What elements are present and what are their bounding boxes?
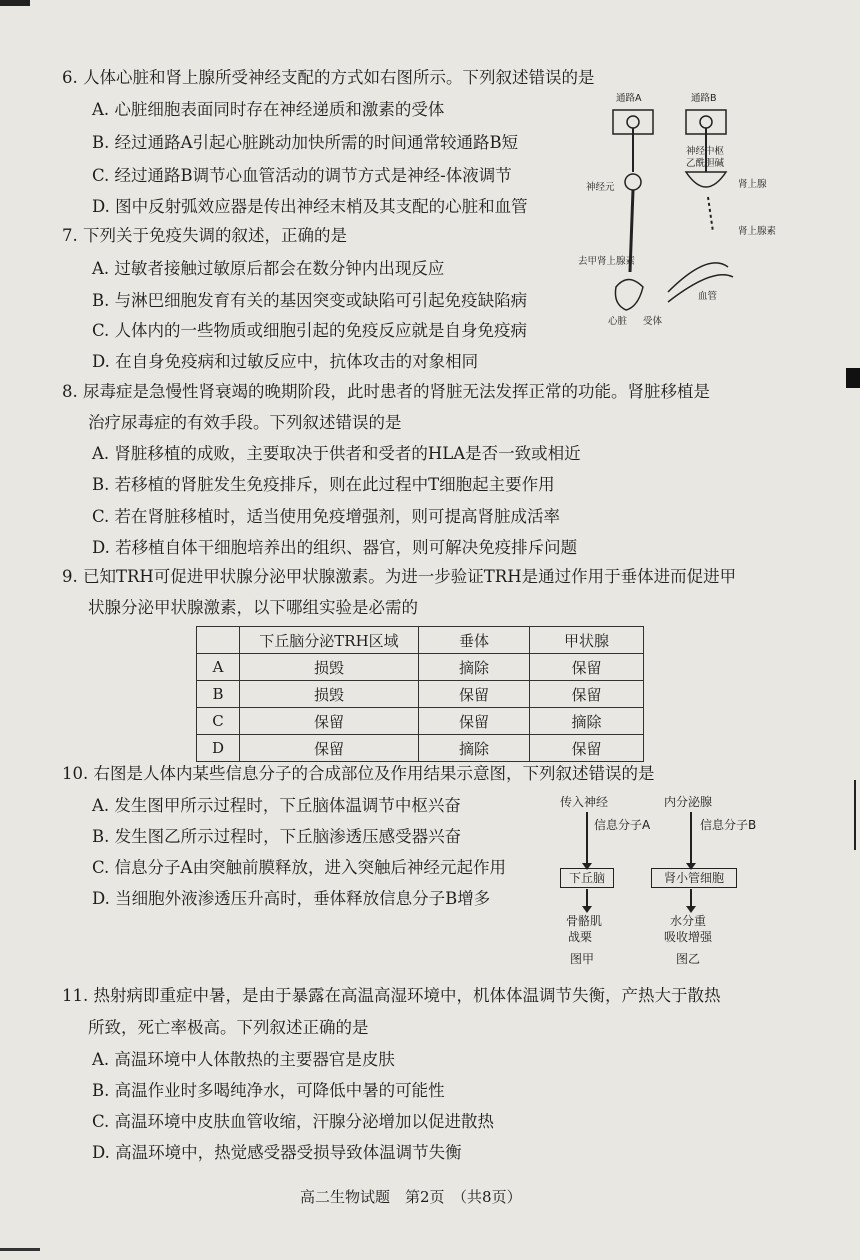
question-9-stem-cont: 状腺分泌甲状腺激素，以下哪组实验是必需的: [88, 598, 418, 617]
table-cell: C: [197, 708, 240, 735]
flow-yi-target: 肾小管细胞: [663, 871, 724, 885]
flow-jia-target-box: [560, 868, 614, 888]
table-row: [197, 654, 644, 681]
vessel-shape: [668, 263, 728, 292]
question-10-stem: 10. 右图是人体内某些信息分子的合成部位及作用结果示意图，下列叙述错误的是: [62, 764, 655, 783]
experiment-table: [196, 626, 644, 762]
table-cell: A: [197, 654, 240, 681]
table-row: [197, 735, 644, 762]
question-8-stem-cont: 治疗尿毒症的有效手段。下列叙述错误的是: [88, 413, 402, 432]
table-cell: 保留: [530, 681, 644, 708]
heart-label: 心脏: [608, 316, 628, 327]
noradrenaline-label: 去甲肾上腺素: [578, 256, 636, 267]
scan-mark: [0, 1248, 40, 1251]
question-10-option-a: A. 发生图甲所示过程时，下丘脑体温调节中枢兴奋: [92, 796, 461, 815]
path-a-label: 通路A: [616, 93, 642, 104]
flow-jia-arrow: [586, 812, 588, 868]
question-6-option-c: C. 经过通路B调节心血管活动的调节方式是神经-体液调节: [92, 166, 512, 185]
flow-yi-result2: 吸收增强: [664, 930, 713, 944]
table-header-cell: [197, 627, 240, 654]
ach-label: 乙酰胆碱: [686, 158, 725, 169]
question-10-option-b: B. 发生图乙所示过程时，下丘脑渗透压感受器兴奋: [92, 827, 462, 846]
flow-jia-signal: 信息分子A: [594, 818, 651, 832]
question-6-stem: 6. 人体心脏和肾上腺所受神经支配的方式如右图所示。下列叙述错误的是: [62, 68, 595, 87]
flow-yi-target-box: [651, 868, 737, 888]
question-6-option-b: B. 经过通路A引起心脏跳动加快所需的时间通常较通路B短: [92, 133, 519, 152]
question-10-option-d: D. 当细胞外液渗透压升高时，垂体释放信息分子B增多: [92, 889, 491, 908]
page-footer: 高二生物试题 第2页 （共8页）: [300, 1188, 522, 1206]
question-7-option-b: B. 与淋巴细胞发育有关的基因突变或缺陷可引起免疫缺陷病: [92, 291, 528, 310]
question-11-option-a: A. 高温环境中人体散热的主要器官是皮肤: [92, 1050, 395, 1069]
neuron-label: 神经元: [586, 182, 615, 193]
adrenal-gland-shape: [686, 172, 726, 187]
adrenal-label: 肾上腺: [738, 179, 767, 190]
question-7-stem: 7. 下列关于免疫失调的叙述，正确的是: [62, 226, 347, 245]
table-cell: 保留: [530, 654, 644, 681]
question-8-option-a: A. 肾脏移植的成败，主要取决于供者和受者的HLA是否一致或相近: [92, 444, 581, 463]
adrenaline-path: [708, 197, 713, 232]
table-cell: 保留: [419, 708, 530, 735]
table-cell: 损毁: [240, 654, 419, 681]
question-8-option-c: C. 若在肾脏移植时，适当使用免疫增强剂，则可提高肾脏成活率: [92, 507, 561, 526]
question-7-option-c: C. 人体内的一些物质或细胞引起的免疫反应就是自身免疫病: [92, 321, 528, 340]
question-8-option-d: D. 若移植自体干细胞培养出的组织、器官，则可解决免疫排斥问题: [92, 538, 578, 557]
table-header-cell: 甲状腺: [530, 627, 644, 654]
flow-jia-result1: 骨骼肌: [566, 914, 603, 928]
table-cell: 摘除: [419, 654, 530, 681]
flow-yi-arrow-2: [690, 889, 692, 911]
table-row: [197, 681, 644, 708]
question-10-option-c: C. 信息分子A由突触前膜释放，进入突触后神经元起作用: [92, 858, 506, 877]
question-8-option-b: B. 若移植的肾脏发生免疫排斥，则在此过程中T细胞起主要作用: [92, 475, 555, 494]
question-11-option-d: D. 高温环境中，热觉感受器受损导致体温调节失衡: [92, 1143, 462, 1162]
path-a-neuron-body: [627, 116, 639, 128]
table-cell: 摘除: [530, 708, 644, 735]
table-header-cell: 垂体: [419, 627, 530, 654]
question-11-stem-cont: 所致，死亡率极高。下列叙述正确的是: [88, 1018, 369, 1037]
flow-yi-source: 内分泌腺: [664, 795, 713, 809]
flow-yi-signal: 信息分子B: [700, 818, 757, 832]
question-7-option-a: A. 过敏者接触过敏原后都会在数分钟内出现反应: [92, 259, 445, 278]
scan-mark: [846, 368, 860, 388]
heart-shape: [615, 280, 643, 311]
nerve-center-label: 神经中枢: [686, 146, 725, 157]
table-cell: D: [197, 735, 240, 762]
scan-mark: [854, 780, 856, 850]
flow-jia-source: 传入神经: [560, 795, 609, 809]
question-6-option-d: D. 图中反射弧效应器是传出神经末梢及其支配的心脏和血管: [92, 197, 528, 216]
flow-jia-result2: 战栗: [568, 930, 593, 944]
table-cell: 损毁: [240, 681, 419, 708]
question-6-option-a: A. 心脏细胞表面同时存在神经递质和激素的受体: [92, 100, 445, 119]
flow-yi-caption: 图乙: [676, 952, 701, 966]
path-b-label: 通路B: [691, 93, 717, 104]
question-11-stem: 11. 热射病即重症中暑，是由于暴露在高温高湿环境中，机体体温调节失衡，产热大于散热: [62, 986, 721, 1005]
scan-mark: [0, 0, 30, 6]
table-cell: B: [197, 681, 240, 708]
question-7-option-d: D. 在自身免疫病和过敏反应中，抗体攻击的对象相同: [92, 352, 479, 371]
flow-jia-target: 下丘脑: [568, 871, 605, 885]
question-8-stem: 8. 尿毒症是急慢性肾衰竭的晚期阶段，此时患者的肾脏无法发挥正常的功能。肾脏移植是: [62, 382, 710, 401]
receptor-label: 受体: [643, 316, 663, 327]
table-cell: 保留: [240, 708, 419, 735]
table-cell: 摘除: [419, 735, 530, 762]
flow-yi-arrow: [690, 812, 692, 868]
ganglion-neuron: [625, 174, 641, 190]
path-b-neuron-body: [700, 116, 712, 128]
question-9-stem: 9. 已知TRH可促进甲状腺分泌甲状腺激素。为进一步验证TRH是通过作用于垂体进而促进甲: [62, 567, 737, 586]
flow-jia-arrow-2: [586, 889, 588, 911]
adrenaline-label: 肾上腺素: [738, 226, 777, 237]
question-11-option-b: B. 高温作业时多喝纯净水，可降低中暑的可能性: [92, 1081, 445, 1100]
table-header-row: [197, 627, 644, 654]
table-cell: 保留: [530, 735, 644, 762]
table-header-cell: 下丘脑分泌TRH区域: [240, 627, 419, 654]
table-cell: 保留: [419, 681, 530, 708]
table-row: [197, 708, 644, 735]
nerve-diagram: [568, 92, 808, 332]
table-cell: 保留: [240, 735, 419, 762]
question-11-option-c: C. 高温环境中皮肤血管收缩，汗腺分泌增加以促进散热: [92, 1112, 495, 1131]
flow-jia-caption: 图甲: [570, 952, 595, 966]
flow-yi-result1: 水分重: [670, 914, 707, 928]
vessel-label: 血管: [698, 291, 718, 302]
